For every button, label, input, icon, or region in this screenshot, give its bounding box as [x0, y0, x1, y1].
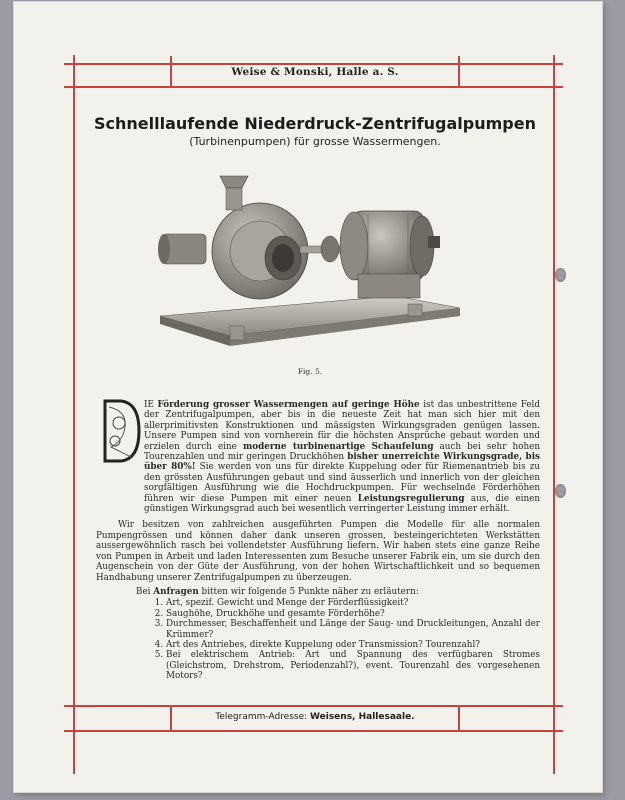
pump-illustration — [140, 156, 480, 356]
list-item: 3. Durchmesser, Beschaffenheit und Länge der Saug- und Druckleitungen, Anzahl der Krümmer? — [166, 619, 540, 640]
inquiry-list — [96, 598, 540, 681]
page-title: Schnelllaufende Niederdruck-Zentrifugalpumpen — [94, 114, 536, 133]
list-item: 1. Art, spezif. Gewicht und Menge der Förderflüssigkeit? — [166, 598, 540, 608]
intro-paragraph: IE Förderung grosser Wassermengen auf geringe Höhe ist das unbestrittene Feld der Zentrifugalpumpen, aber bis in die neueste Zeit hat man sich hier mit den allerprimitivsten Konstruktionen und mässigsten Wirkungsgraden genügen lassen. Unsere Pumpen sind von vornherein für die höchsten Ansprüche gebaut worden und erzielen durch eine moderne turbinenartige Schaufelung auch bei sehr hohen Tourenzahlen und mir geringen Druckhöhen bisher unerreichte Wirkungsgrade, bis über 80%! Sie werden von uns für direkte Kuppelung oder für Riemenantrieb bis zu den grössten Ausführungen gebaut und sind äusserlich und innerlich von der gleichen sorgfältigen Ausführung wie die Hochdruckpumpen. Für wechselnde Förderhöhen führen wir diese Pumpen mit einer neuen Leistungsregulierung aus, die einen günstigen Wirkungsgrad auch bei wesentlich verringerter Leistung immer erhält. — [144, 400, 541, 515]
list-item: 4. Art des Antriebes, direkte Kuppelung oder Transmission? Tourenzahl? — [166, 640, 540, 650]
body-paragraph: Wir besitzen von zahlreichen ausgeführten Pumpen die Modelle für alle normalen Pumpengrössen und können daher dank unseren grossen, bestеingerichteten Werkstätten aussergewöhnlich rasch bei vollendetster Ausführung liefern. Wir haben stets eine ganze Reihe von Pumpen in Arbeit und laden Interessenten zum Besuche unserer Fabrik ein, um sie durch den Augenschein von der Güte der Ausführung, von der hohen Wirtschaftlichkeit und so bequemen Handhabung unserer Zentrifugalpumpen zu überzeugen. — [96, 520, 540, 583]
telegram-address: Telegramm-Adresse: Weisens, Hallesaale. — [215, 712, 415, 722]
page-header: Weise & Monski, Halle a. S. — [231, 66, 399, 78]
inquiry-intro: Bei Anfragen bitten wir folgende 5 Punkte näher zu erläutern: — [136, 586, 419, 597]
list-item: 2. Saughöhe, Druckhöhe und gesamte Förderhöhe? — [166, 609, 540, 619]
punch-hole — [555, 484, 566, 498]
body-text — [96, 400, 540, 682]
punch-hole — [555, 268, 566, 282]
page-subtitle: (Turbinenpumpen) für grosse Wassermengen. — [189, 135, 441, 148]
figure-caption: Fig. 5. — [297, 367, 323, 376]
list-item: 5. Bei elektrischem Antrieb: Art und Spannung des verfügbaren Stromes (Gleichstrom, Drehstrom, Periodenzahl?), event. Tourenzahl des vorgesehenen Motors? — [166, 650, 540, 681]
